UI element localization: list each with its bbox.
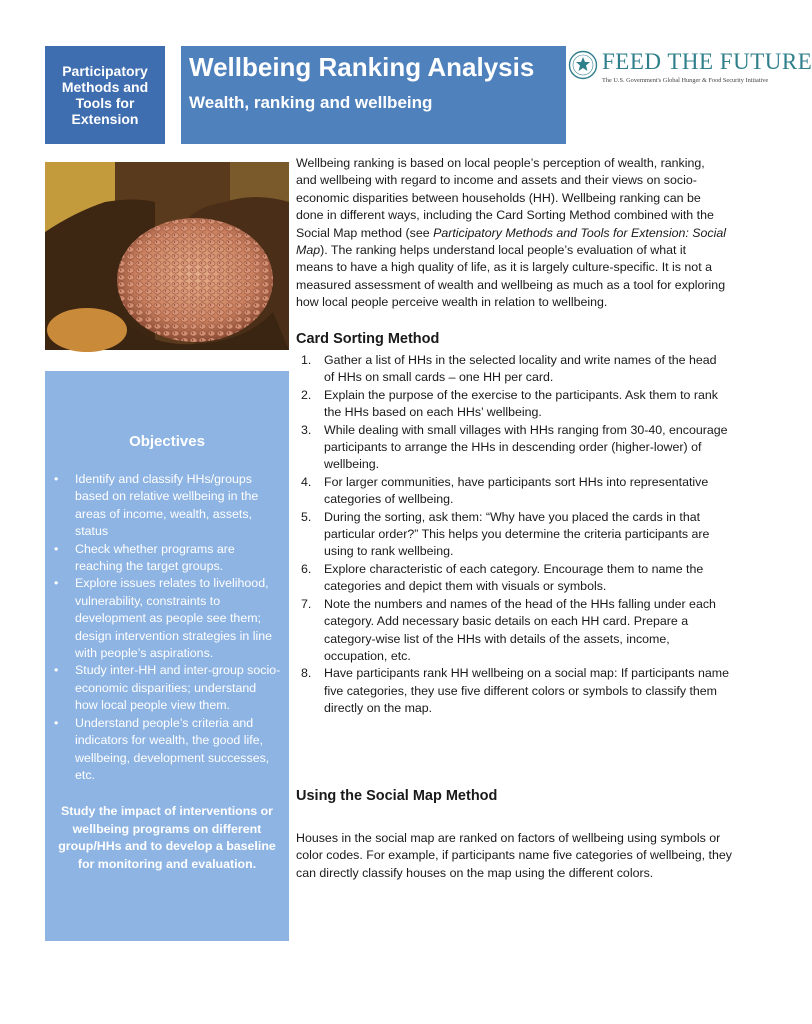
- page-title: Wellbeing Ranking Analysis: [189, 52, 535, 82]
- objective-item: • Study inter-HH and inter-group socio-economic disparities; understand how local people view them.: [53, 662, 281, 714]
- step-text: During the sorting, ask them: “Why have you placed the cards in that particular order?” This helps you determine the criteria participants are using to rank wellbeing.: [324, 509, 710, 559]
- step-text: Gather a list of HHs in the selected locality and write names of the head of HHs on small cards – one HH per card.: [324, 353, 717, 385]
- feed-the-future-logo: [568, 46, 812, 90]
- intro-paragraph: [296, 155, 726, 312]
- step-text: Explore characteristic of each category. Encourage them to name the categories and depict them with visuals or symbols.: [324, 561, 704, 594]
- objective-item: • Understand people’s criteria and indicators for wealth, the good life, wellbeing, development successes, etc.: [53, 715, 281, 785]
- step-text: Explain the purpose of the exercise to the participants. Ask them to rank the HHs based on each HHs’ wellbeing.: [324, 387, 718, 420]
- step-number: 2.: [301, 387, 312, 402]
- social-map-paragraph: Houses in the social map are ranked on factors of wellbeing using symbols or color codes. For example, if participants name five categories of wellbeing, they can directly classify houses on the map using the different colors.: [296, 831, 732, 880]
- objectives-title: Objectives: [129, 433, 205, 450]
- title-banner: [181, 46, 566, 144]
- objectives-study-note: Study the impact of interventions or wellbeing programs on different group/HHs and to develop a baseline for monitoring and evaluation.: [58, 804, 276, 871]
- series-label: Participatory Methods and Tools for Extension: [45, 46, 165, 144]
- step-item: [296, 474, 730, 509]
- step-item: [296, 596, 730, 666]
- usaid-seal-icon: [568, 50, 598, 80]
- step-number: 6.: [301, 561, 312, 576]
- step-text: For larger communities, have participants sort HHs into representative categories of wellbeing.: [324, 474, 709, 507]
- step-text: Have participants rank HH wellbeing on a social map: If participants name five categories, they use five different colors or symbols to classify them directly on the map.: [324, 666, 729, 716]
- social-map-heading: Using the Social Map Method: [296, 788, 498, 804]
- objective-item: • Explore issues relates to livelihood, vulnerability, constraints to development as people see them; design intervention strategies in line with people’s aspirations.: [53, 575, 281, 662]
- step-item: [296, 665, 730, 717]
- card-sorting-heading: Card Sorting Method: [296, 331, 440, 347]
- step-number: 8.: [301, 666, 312, 681]
- step-item: [296, 387, 730, 422]
- intro-reference: Participatory Methods and Tools for Extension: Social Map: [296, 225, 727, 258]
- step-number: 5.: [301, 509, 312, 524]
- intro-text-part2: ). The ranking helps understand local people’s evaluation of what it means to have a high quality of life, as it is largely culture-specific. It is not a measured assessment of wealth and wellbeing as much as a tool for exploring how local people perceive wealth in relation to wellbeing.: [296, 243, 726, 310]
- step-item: [296, 509, 730, 561]
- step-number: 3.: [301, 422, 312, 437]
- seeds-in-hands-photo: [45, 162, 289, 350]
- card-sorting-steps: [296, 352, 730, 718]
- step-text: While dealing with small villages with HHs ranging from 30-40, encourage participants to arrange the HHs in descending order (higher-lower) of wellbeing.: [324, 422, 728, 472]
- step-item: [296, 561, 730, 596]
- objective-item: • Check whether programs are reaching the target groups.: [53, 541, 281, 576]
- step-number: 7.: [301, 596, 312, 611]
- step-item: [296, 352, 730, 387]
- step-number: 1.: [301, 353, 312, 367]
- objectives-list: [53, 471, 281, 784]
- objective-item: • Identify and classify HHs/groups based on relative wellbeing in the areas of income, wealth, assets, status: [53, 471, 281, 541]
- objectives-panel: [45, 371, 289, 941]
- intro-text-part1: Wellbeing ranking is based on local people’s perception of wealth, ranking, and wellbeing with regard to income and assets and their views on socio-economic disparities between households (HH). Wellbeing ranking can be done in different ways, including the Card Sorting Method combined with the Social Map method (see: [296, 156, 714, 240]
- logo-wordmark: FEED THE FUTURE: [602, 49, 812, 74]
- logo-tagline: The U.S. Government's Global Hunger & Food Security Initiative: [602, 77, 769, 84]
- step-text: Note the numbers and names of the head of the HHs falling under each category. Add necessary basic details on each HH card. Prepare a category-wise list of the HHs with details of the assets, income, occupation, etc.: [324, 596, 716, 663]
- page-subtitle: Wealth, ranking and wellbeing: [189, 93, 433, 112]
- step-item: [296, 422, 730, 474]
- step-number: 4.: [301, 474, 312, 489]
